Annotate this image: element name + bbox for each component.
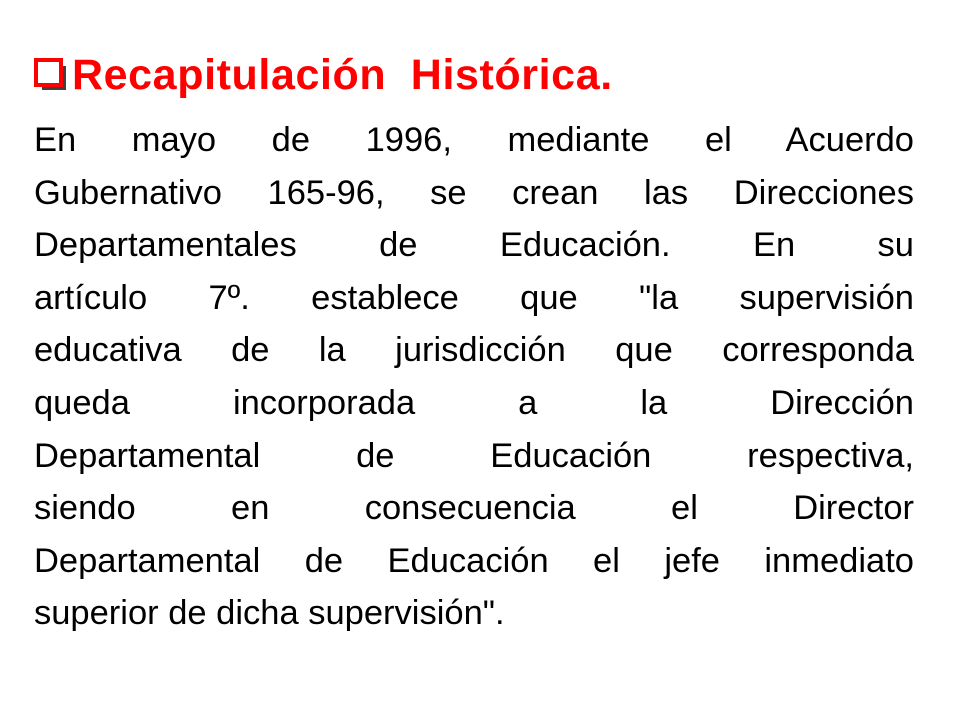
- paragraph-line-6: queda incorporada a la Dirección: [34, 383, 914, 422]
- body-paragraph: [34, 114, 914, 640]
- slide-title: Recapitulación Histórica.: [72, 50, 613, 99]
- paragraph-line-7: Departamental de Educación respectiva,: [34, 436, 914, 475]
- paragraph-line-10: superior de dicha supervisión".: [34, 594, 505, 633]
- paragraph-line-3: Departamentales de Educación. En su: [34, 226, 914, 265]
- paragraph-line-8: siendo en consecuencia el Director: [34, 489, 914, 528]
- paragraph-line-4: artículo 7º. establece que "la supervisión: [34, 278, 914, 317]
- paragraph-line-9: Departamental de Educación el jefe inmediato: [34, 541, 914, 580]
- paragraph-line-5: educativa de la jurisdicción que corresponda: [34, 331, 914, 370]
- paragraph-line-1: En mayo de 1996, mediante el Acuerdo: [34, 121, 914, 159]
- paragraph-line-2: Gubernativo 165-96, se crean las Direcciones: [34, 173, 914, 212]
- title-row: [34, 40, 613, 110]
- hollow-square-bullet-icon: [34, 52, 72, 98]
